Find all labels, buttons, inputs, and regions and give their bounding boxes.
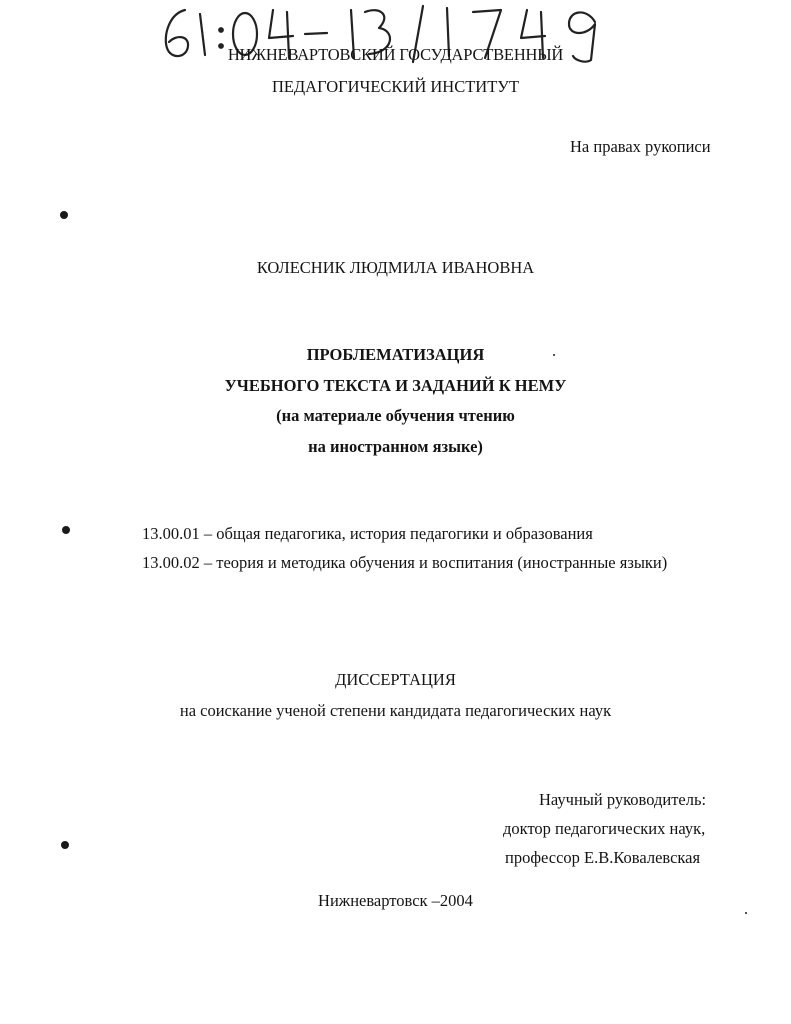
- supervisor-degree: доктор педагогических наук,: [503, 819, 706, 838]
- scan-speck: [553, 354, 555, 356]
- specialty-1: 13.00.01 – общая педагогика, история педагогики и образования: [142, 524, 593, 543]
- degree-line: на соискание ученой степени кандидата педагогических наук: [179, 701, 612, 720]
- title-line-2: УЧЕБНОГО ТЕКСТА И ЗАДАНИЙ К НЕМУ: [224, 376, 567, 395]
- specialty-2: 13.00.02 – теория и методика обучения и воспитания (иностранные языки): [142, 553, 668, 572]
- institution-line-2: ПЕДАГОГИЧЕСКИЙ ИНСТИТУТ: [271, 77, 520, 96]
- supervisor-label: Научный руководитель:: [539, 790, 707, 809]
- title-line-3: (на материале обучения чтению: [276, 406, 515, 425]
- document-type: ДИССЕРТАЦИЯ: [335, 670, 456, 689]
- supervisor-name: профессор Е.В.Ковалевская: [505, 848, 701, 867]
- rights-note: На правах рукописи: [570, 137, 711, 156]
- scan-speck: [745, 912, 747, 914]
- punch-mark: [61, 841, 69, 849]
- title-line-4: на иностранном языке): [308, 437, 483, 456]
- author-name: КОЛЕСНИК ЛЮДМИЛА ИВАНОВНА: [256, 258, 535, 277]
- institution-line-1: НИЖНЕВАРТОВСКИЙ ГОСУДАРСТВЕННЫЙ: [227, 45, 564, 64]
- title-line-1: ПРОБЛЕМАТИЗАЦИЯ: [306, 345, 485, 364]
- punch-mark: [62, 526, 70, 534]
- city-year: Нижневартовск –2004: [318, 891, 473, 910]
- punch-mark: [60, 211, 68, 219]
